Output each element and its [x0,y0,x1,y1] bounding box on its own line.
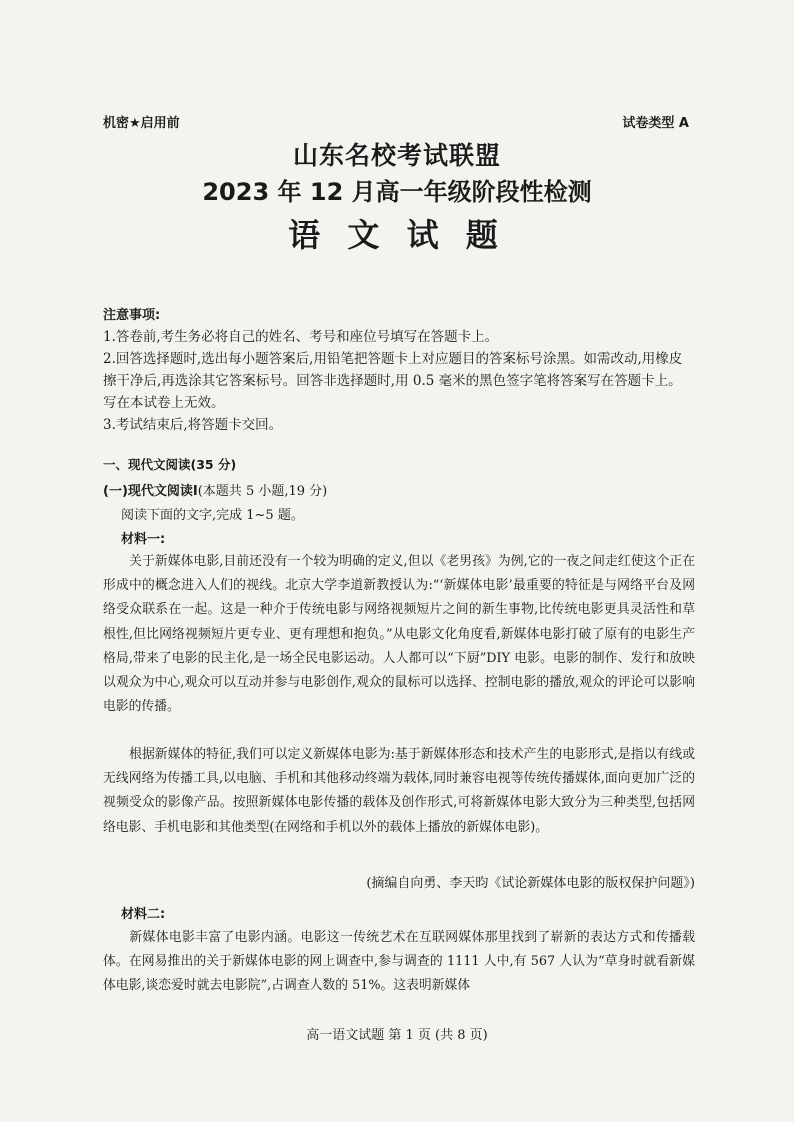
secret-mark: 机密★启用前 [103,116,180,131]
material1-p1-text: 关于新媒体电影,目前还没有一个较为明确的定义,但以《老男孩》为例,它的一夜之间走红使这个正在形成中的概念进入人们的视线。北京大学李道新教授认为:“‘新媒体电影’最重要的特征是与网络平台及网络受众联系在一起。这是一种介于传统电影与网络视频短片之间的新生事物,比传统电影更具灵活性和草根性,但比网络视频短片更专业、更有理想和抱负。”从电影文化角度看,新媒体电影打破了原有的电影生产格局,带来了电影的民主化,是一场全民电影运动。人人都可以“下厨”DIY 电影。电影的制作、发行和放映以观众为中心,观众可以互动并参与电影创作,观众的鼠标可以选择、控制电影的播放,观众的评论可以影响电影的传播。 [103,554,695,715]
material2-p1-text: 新媒体电影丰富了电影内涵。电影这一传统艺术在互联网媒体那里找到了崭新的表达方式和传播载体。在网易推出的关于新媒体电影的网上调查中,参与调查的 1111 人中,有 567 人认为“草身时就看新媒体电影,谈恋爱时就去电影院”,占调查人数的 51%。这表明新媒体 [103,930,695,994]
material2-label: 材料二: [121,907,166,922]
notice-item: 3.考试结束后,将答题卡交回。 [103,417,283,433]
notice-item: 1.答卷前,考生务必将自己的姓名、考号和座位号填写在答题卡上。 [103,329,499,345]
org-title: 山东名校考试联盟 [292,141,501,170]
notice-heading: 注意事项: [103,308,161,323]
material1-paragraph-1 [103,550,695,719]
reading-instruction: 阅读下面的文字,完成 1~5 题。 [121,508,304,523]
section-heading: 一、现代文阅读(35 分) [103,457,237,472]
notice-list [103,326,695,436]
subsection-heading [103,480,327,499]
subject-title: 语 文 试 题 [288,216,506,254]
page-footer: 高一语文试题 第 1 页 (共 8 页) [306,1028,488,1043]
subsection-title: (一)现代文阅读Ⅰ [103,484,198,499]
exam-title: 2023 年 12 月高一年级阶段性检测 [202,178,592,206]
subsection-note: (本题共 5 小题,19 分) [197,484,328,499]
material1-p2-text: 根据新媒体的特征,我们可以定义新媒体电影为:基于新媒体形态和技术产生的电影形式,是指以有线或无线网络为传播工具,以电脑、手机和其他移动终端为载体,同时兼容电视等传统传播媒体,面向更加广泛的视频受众的影像产品。按照新媒体电影传播的载体及创作形式,可将新媒体电影大致分为三种类型,包括网络电影、手机电影和其他类型(在网络和手机以外的载体上播放的新媒体电影)。 [103,747,695,835]
material1-label: 材料一: [121,532,166,547]
paper-type: 试卷类型 A [622,116,689,131]
material1-citation: (摘编自向勇、李天昀《试论新媒体电影的版权保护问题》) [366,876,695,891]
notice-item: 2.回答选择题时,选出每小题答案后,用铅笔把答题卡上对应题目的答案标号涂黑。如需改动,用橡皮擦干净后,再选涂其它答案标号。回答非选择题时,用 0.5 毫米的黑色签字笔将答案写在答题卡上。写在本试卷上无效。 [103,351,683,411]
material1-paragraph-2 [103,743,695,840]
header-row [103,112,689,132]
material2-paragraph-1 [103,926,695,999]
